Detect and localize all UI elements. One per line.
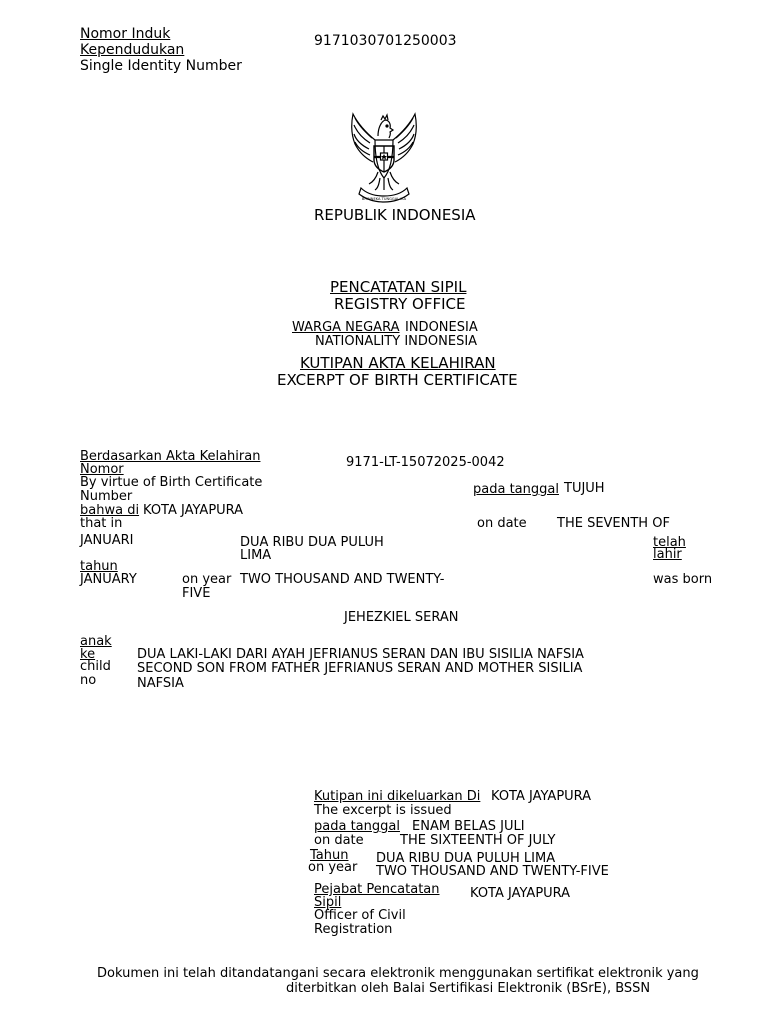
officer-label-id-line1: Pejabat Pencatatan [314, 882, 440, 897]
issued-place: KOTA JAYAPURA [491, 789, 592, 804]
birth-year-en-line2: FIVE [182, 586, 211, 601]
born-label-id-line1: telah [653, 535, 686, 550]
birth-place-value: KOTA JAYAPURA [143, 503, 244, 518]
birth-year-label-id: tahun [80, 559, 118, 574]
birth-date-value-en: THE SEVENTH OF [557, 516, 670, 531]
birth-year-id-line1: DUA RIBU DUA PULUH [240, 535, 384, 550]
garuda-pancasila-emblem-icon [345, 110, 423, 204]
officer-value: KOTA JAYAPURA [470, 886, 571, 901]
child-order-id: DUA LAKI-LAKI DARI AYAH JEFRIANUS SERAN DAN IBU SISILIA NAFSIA [137, 647, 584, 662]
nik-label-en: Single Identity Number [80, 58, 242, 74]
child-no-label-id-line2: ke [80, 647, 96, 662]
cert-number-label-en-line2: Number [80, 489, 133, 504]
issued-label-id: Kutipan ini dikeluarkan Di [314, 789, 481, 804]
office-title-en: REGISTRY OFFICE [334, 295, 466, 313]
birth-year-en: TWO THOUSAND AND TWENTY- [240, 572, 445, 587]
cert-number-value: 9171-LT-15072025-0042 [346, 455, 505, 470]
child-order-en-line1: SECOND SON FROM FATHER JEFRIANUS SERAN AND MOTHER SISILIA [137, 661, 583, 676]
footer-line2: diterbitkan oleh Balai Sertifikasi Elektronik (BSrE), BSSN [286, 981, 651, 996]
nationality-label-id: WARGA NEGARA [292, 320, 400, 335]
child-no-label-en-line2: no [80, 673, 97, 688]
office-title-id: PENCATATAN SIPIL [330, 278, 467, 296]
issued-date-label-en: on date [314, 833, 364, 848]
cert-number-label-en-line1: By virtue of Birth Certificate [80, 475, 263, 490]
issued-date-label-id: pada tanggal [314, 819, 400, 834]
document-title-en: EXCERPT OF BIRTH CERTIFICATE [277, 371, 518, 389]
issued-year-label-id: Tahun [310, 848, 349, 863]
cert-number-label-line1: Berdasarkan Akta Kelahiran [80, 449, 261, 464]
birth-place-label-id: bahwa di [80, 503, 140, 518]
country-name: REPUBLIK INDONESIA [314, 206, 476, 224]
birth-date-label-id: pada tanggal [473, 482, 559, 497]
birth-place-label-en: that in [80, 516, 123, 531]
officer-label-en-line1: Officer of Civil [314, 908, 406, 923]
officer-label-id-line2: Sipil [314, 895, 342, 910]
birth-month-en: JANUARY [80, 572, 137, 587]
nationality-value-id: INDONESIA [405, 320, 478, 335]
nik-label-line2: Kependudukan [80, 42, 185, 58]
issued-year-label-en: on year [308, 860, 358, 875]
footer-line1: Dokumen ini telah ditandatangani secara elektronik menggunakan sertifikat elektronik yang [97, 966, 699, 981]
birth-year-label-en: on year [182, 572, 232, 587]
nik-value: 9171030701250003 [314, 33, 457, 49]
birth-date-value-id: TUJUH [564, 481, 605, 496]
nik-label-line1: Nomor Induk [80, 26, 171, 42]
birth-month-id: JANUARI [80, 533, 134, 548]
emblem-motto: BHINNEKA TUNGGAL IKA [361, 197, 407, 201]
born-label-id-line2: lahir [653, 547, 682, 562]
child-no-label-en-line1: child [80, 659, 111, 674]
child-name: JEHEZKIEL SERAN [344, 610, 459, 625]
document-title-id: KUTIPAN AKTA KELAHIRAN [300, 354, 496, 372]
nationality-en: NATIONALITY INDONESIA [315, 334, 478, 349]
issued-year-value-en: TWO THOUSAND AND TWENTY-FIVE [376, 864, 609, 879]
birth-year-id-line2: LIMA [240, 548, 272, 563]
child-order-en-line2: NAFSIA [137, 676, 184, 691]
cert-number-label-line2: Nomor [80, 462, 124, 477]
officer-label-en-line2: Registration [314, 922, 393, 937]
birth-date-label-en: on date [477, 516, 527, 531]
child-no-label-id-line1: anak [80, 634, 112, 649]
issued-year-value-id: DUA RIBU DUA PULUH LIMA [376, 851, 556, 866]
issued-date-value-id: ENAM BELAS JULI [412, 819, 525, 834]
born-label-en: was born [653, 572, 713, 587]
issued-date-value-en: THE SIXTEENTH OF JULY [400, 833, 556, 848]
issued-label-en: The excerpt is issued [314, 803, 452, 818]
